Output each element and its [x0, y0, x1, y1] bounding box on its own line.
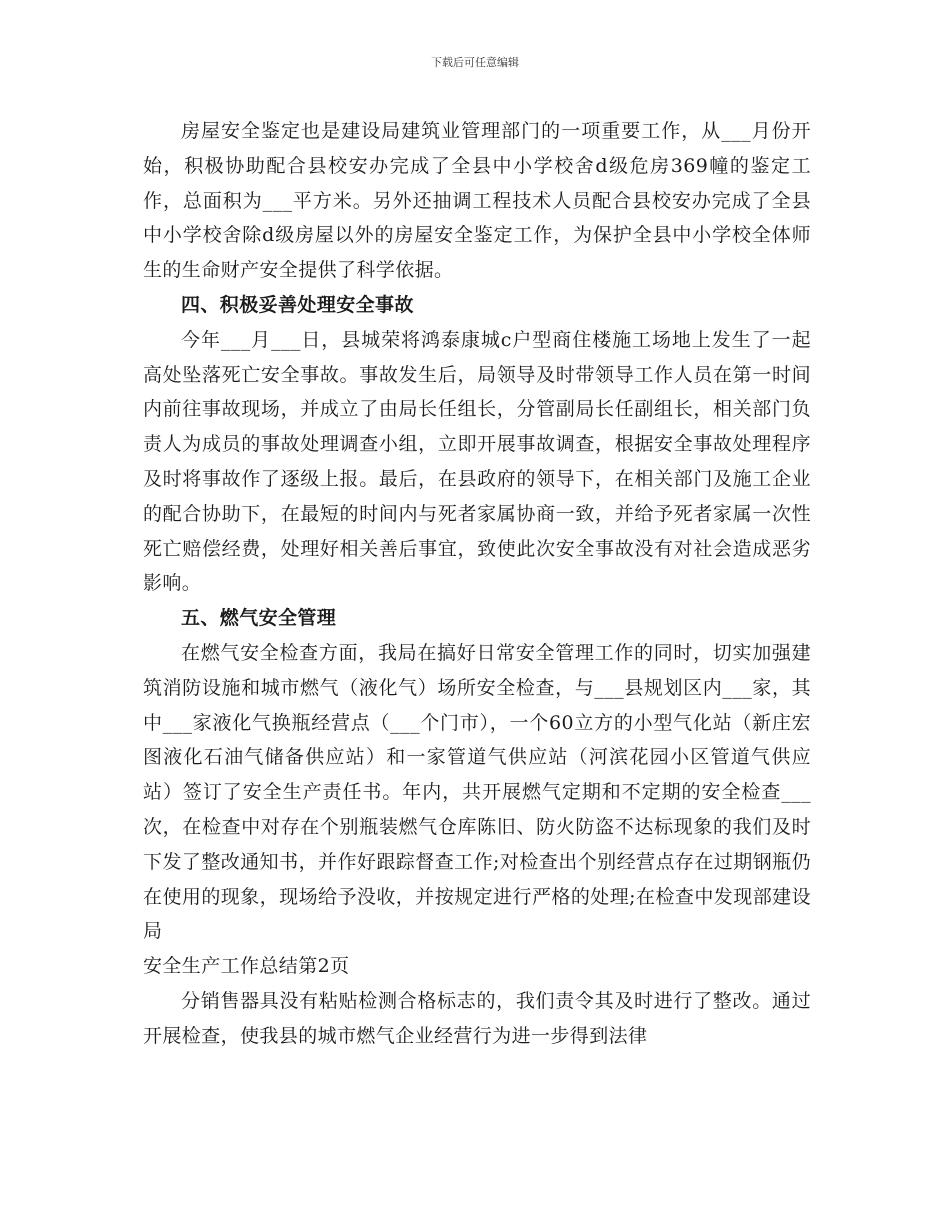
paragraph-gas-safety-continued: 分销售器具没有粘贴检测合格标志的，我们责令其及时进行了整改。通过开展检查，使我县的城市燃气企业经营行为进一步得到法律 [143, 989, 811, 1047]
paragraph-building-safety-appraisal: 房屋安全鉴定也是建设局建筑业管理部门的一项重要工作，从___月份开始，积极协助配合县校安办完成了全县中小学校舍d级危房369幢的鉴定工作，总面积为___平方米。另外还抽调工程技术人员配合县校安办完成了全县中小学校舍除d级房屋以外的房屋安全鉴定工作，为保护全县中小学校全体师生的生命财产安全提供了科学依据。 [143, 120, 811, 282]
paragraph-accident-handling: 今年___月___日，县城荣将鸿泰康城c户型商住楼施工场地上发生了一起高处坠落死亡安全事故。事故发生后，局领导及时带领导工作人员在第一时间内前往事故现场，并成立了由局长任组长，分管副局长任副组长，相关部门负责人为成员的事故处理调查小组，立即开展事故调查，根据安全事故处理程序及时将事故作了逐级上报。最后，在县政府的领导下，在相关部门及施工企业的配合协助下，在最短的时间内与死者家属协商一致，并给予死者家属一次性死亡赔偿经费，处理好相关善后事宜，致使此次安全事故没有对社会造成恶劣影响。 [143, 328, 811, 595]
page-marker-line: 安全生产工作总结第2页 [143, 955, 350, 978]
paragraph-gas-safety-inspection: 在燃气安全检查方面，我局在搞好日常安全管理工作的同时，切实加强建筑消防设施和城市燃气（液化气）场所安全检查，与___县规划区内___家，其中___家液化气换瓶经营点（___个门市），一个60立方的小型气化站（新庄宏图液化石油气储备供应站）和一家管道气供应站（河滨花园小区管道气供应站）签订了安全生产责任书。年内，共开展燃气定期和不定期的安全检查___次，在检查中对存在个别瓶装燃气仓库陈旧、防火防盗不达标现象的我们及时下发了整改通知书，并作好跟踪督查工作;对检查出个别经营点存在过期钢瓶仍在使用的现象，现场给予没收，并按规定进行严格的处理;在检查中发现部建设局 [143, 641, 811, 943]
section-heading-accident-handling: 四、积极妥善处理安全事故 [181, 293, 414, 316]
document-body [143, 114, 811, 1054]
section-heading-gas-safety: 五、燃气安全管理 [181, 607, 337, 630]
page-header: 下载后可任意编辑 [431, 56, 519, 69]
